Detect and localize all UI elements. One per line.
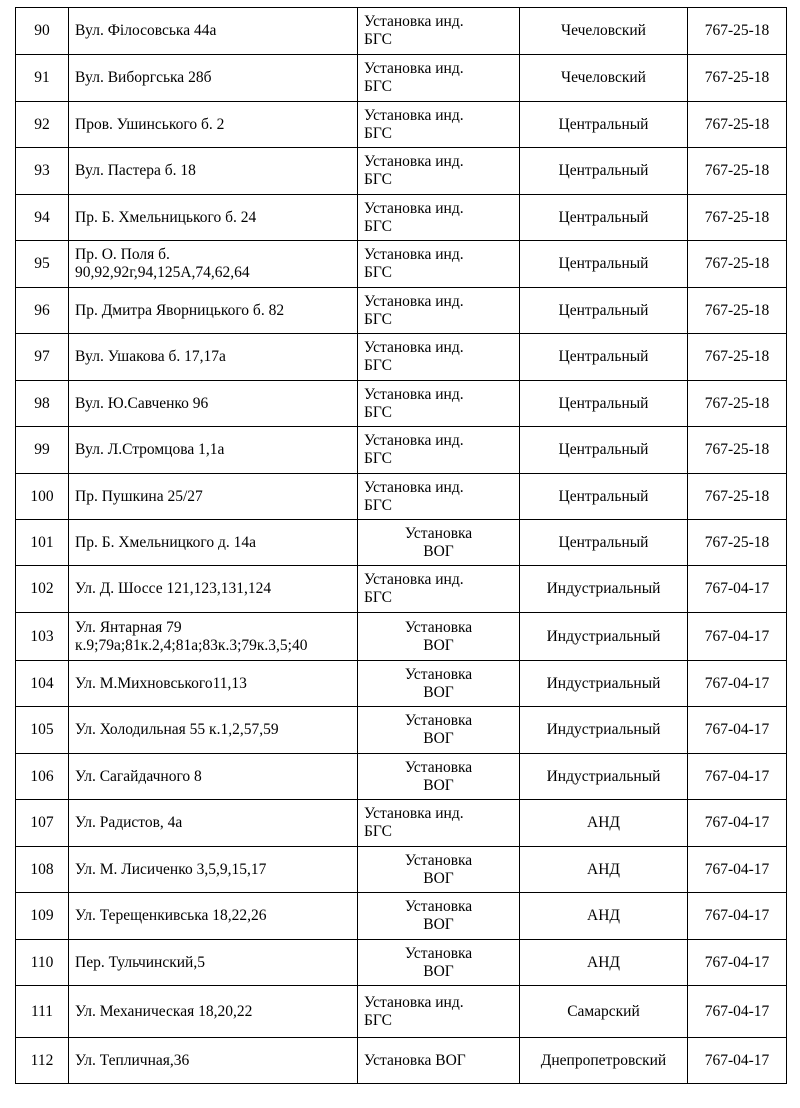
district-cell — [520, 661, 688, 707]
row-number — [16, 986, 69, 1038]
address-cell-text: Вул. Пастера б. 18 — [75, 162, 196, 179]
work-type-cell — [358, 381, 520, 427]
district-cell-text: Центральный — [558, 348, 649, 365]
phone-cell — [688, 334, 787, 381]
phone-cell — [688, 986, 787, 1038]
district-cell — [520, 148, 688, 195]
work-type-cell-text: Установка ВОГ — [404, 524, 473, 560]
row-number — [16, 241, 69, 288]
work-type-cell — [358, 288, 520, 334]
work-type-cell — [358, 847, 520, 893]
row-number-text: 112 — [30, 1051, 54, 1069]
phone-cell — [688, 566, 787, 613]
phone-cell-text: 767-04-17 — [704, 814, 770, 831]
table-row — [16, 55, 787, 102]
district-cell — [520, 800, 688, 847]
table-row — [16, 1038, 787, 1084]
table-row — [16, 102, 787, 148]
phone-cell-text: 767-04-17 — [704, 953, 770, 971]
phone-cell — [688, 381, 787, 427]
address-cell-text: Ул. М. Лисиченко 3,5,9,15,17 — [75, 860, 267, 878]
phone-cell — [688, 1038, 787, 1084]
table-row — [16, 754, 787, 800]
address-cell-text: Пр. Б. Хмельницкого д. 14а — [75, 533, 257, 551]
address-cell-text: Ул. Терещенкивська 18,22,26 — [75, 907, 267, 924]
address-cell-text: Ул. Янтарная 79 к.9;79а;81к.2,4;81а;83к.3;79к.3,5;40 — [75, 618, 308, 654]
district-cell — [520, 754, 688, 800]
phone-cell — [688, 800, 787, 847]
address-cell — [69, 986, 358, 1038]
address-cell-text: Вул. Виборгська 28б — [75, 69, 212, 86]
district-cell-text: Центральный — [558, 533, 649, 551]
address-cell-text: Пр. О. Поля б. 90,92,92г,94,125А,74,62,64 — [75, 246, 250, 281]
table-row — [16, 613, 787, 661]
row-number — [16, 474, 69, 520]
row-number-text: 107 — [30, 814, 54, 831]
address-cell-text: Ул. Д. Шоссе 121,123,131,124 — [75, 580, 272, 597]
phone-cell — [688, 520, 787, 566]
phone-cell — [688, 55, 787, 102]
table-row — [16, 893, 787, 940]
district-cell — [520, 195, 688, 241]
row-number — [16, 940, 69, 986]
table-row — [16, 847, 787, 893]
district-cell — [520, 520, 688, 566]
district-cell-text: Центральный — [558, 441, 649, 458]
address-cell — [69, 8, 358, 55]
address-cell-text: Пров. Ушинського б. 2 — [75, 115, 225, 133]
address-cell — [69, 661, 358, 707]
table-body — [16, 8, 787, 1084]
work-type-cell — [358, 195, 520, 241]
work-type-cell — [358, 707, 520, 754]
address-cell — [69, 102, 358, 148]
phone-cell-text: 767-04-17 — [704, 1051, 770, 1069]
address-cell — [69, 847, 358, 893]
district-cell — [520, 474, 688, 520]
district-cell — [520, 288, 688, 334]
work-type-cell-text: Установка инд. БГС — [364, 478, 464, 514]
address-cell — [69, 148, 358, 195]
work-type-cell-text: Установка инд. БГС — [364, 292, 464, 328]
table-row — [16, 381, 787, 427]
district-cell-text: Центральный — [558, 255, 649, 272]
district-cell — [520, 55, 688, 102]
work-type-cell — [358, 940, 520, 986]
district-cell — [520, 1038, 688, 1084]
work-type-cell-text: Установка инд. БГС — [364, 60, 464, 95]
phone-cell — [688, 754, 787, 800]
phone-cell-text: 767-04-17 — [704, 767, 770, 785]
address-cell — [69, 288, 358, 334]
work-type-cell-text: Установка инд. БГС — [364, 153, 464, 188]
work-type-cell-text: Установка инд. БГС — [364, 385, 464, 421]
row-number-text: 106 — [30, 767, 54, 785]
address-cell — [69, 520, 358, 566]
district-cell-text: АНД — [587, 860, 620, 878]
row-number-text: 94 — [34, 208, 50, 226]
work-type-cell — [358, 241, 520, 288]
table-row — [16, 334, 787, 381]
phone-cell — [688, 940, 787, 986]
work-type-cell — [358, 754, 520, 800]
row-number — [16, 566, 69, 613]
row-number — [16, 288, 69, 334]
row-number-text: 111 — [30, 1002, 54, 1020]
district-cell — [520, 381, 688, 427]
district-cell — [520, 8, 688, 55]
row-number-text: 98 — [34, 394, 50, 412]
row-number-text: 96 — [34, 301, 50, 319]
work-type-cell — [358, 55, 520, 102]
row-number — [16, 1038, 69, 1084]
district-cell-text: Центральный — [558, 301, 649, 319]
work-type-cell-text: Установка инд. БГС — [364, 106, 464, 142]
address-cell-text: Вул. Ю.Савченко 96 — [75, 394, 209, 412]
row-number — [16, 148, 69, 195]
phone-cell — [688, 241, 787, 288]
phone-cell-text: 767-25-18 — [704, 301, 770, 319]
table-row — [16, 8, 787, 55]
address-cell — [69, 754, 358, 800]
address-cell — [69, 893, 358, 940]
table-row — [16, 520, 787, 566]
district-cell — [520, 986, 688, 1038]
district-cell-text: АНД — [587, 814, 620, 831]
phone-cell — [688, 8, 787, 55]
district-cell-text: Центральный — [558, 394, 649, 412]
address-cell — [69, 427, 358, 474]
district-cell-text: Центральный — [558, 487, 649, 505]
phone-cell-text: 767-04-17 — [704, 674, 770, 692]
address-cell — [69, 707, 358, 754]
row-number-text: 93 — [34, 162, 50, 179]
phone-cell — [688, 148, 787, 195]
row-number — [16, 8, 69, 55]
district-cell-text: Индустриальный — [546, 627, 661, 645]
phone-cell-text: 767-04-17 — [704, 860, 770, 878]
row-number — [16, 800, 69, 847]
address-cell-text: Пр. Б. Хмельницького б. 24 — [75, 208, 257, 226]
row-number — [16, 102, 69, 148]
district-cell-text: Самарский — [567, 1002, 640, 1020]
district-cell-text: Днепропетровский — [540, 1051, 667, 1069]
address-cell-text: Ул. Сагайдачного 8 — [75, 767, 202, 785]
district-cell-text: АНД — [587, 953, 620, 971]
work-type-cell-text: Установка инд. БГС — [364, 339, 464, 374]
row-number — [16, 381, 69, 427]
phone-cell-text: 767-25-18 — [704, 115, 770, 133]
address-cell — [69, 241, 358, 288]
district-cell-text: Индустриальный — [546, 721, 661, 738]
row-number-text: 100 — [30, 487, 54, 505]
work-type-cell — [358, 800, 520, 847]
table-row — [16, 800, 787, 847]
work-type-cell — [358, 102, 520, 148]
phone-cell — [688, 661, 787, 707]
phone-cell-text: 767-04-17 — [704, 627, 770, 645]
district-cell — [520, 613, 688, 661]
phone-cell-text: 767-25-18 — [704, 394, 770, 412]
address-cell-text: Пр. Пушкина 25/27 — [75, 487, 203, 505]
work-type-cell — [358, 893, 520, 940]
row-number-text: 92 — [34, 115, 50, 133]
row-number-text: 110 — [30, 953, 54, 971]
work-type-cell — [358, 1038, 520, 1084]
district-cell-text: Индустриальный — [546, 674, 661, 692]
district-cell — [520, 566, 688, 613]
row-number — [16, 661, 69, 707]
address-cell-text: Ул. Механическая 18,20,22 — [75, 1002, 253, 1020]
address-cell-text: Вул. Л.Стромцова 1,1а — [75, 441, 225, 458]
phone-cell-text: 767-04-17 — [704, 907, 770, 924]
work-type-cell-text: Установка инд. БГС — [364, 246, 464, 281]
row-number-text: 101 — [30, 533, 54, 551]
work-type-cell-text: Установка ВОГ — [404, 712, 473, 747]
work-type-cell — [358, 334, 520, 381]
row-number — [16, 55, 69, 102]
district-cell — [520, 334, 688, 381]
row-number-text: 103 — [30, 627, 54, 645]
row-number-text: 90 — [34, 22, 50, 39]
row-number — [16, 613, 69, 661]
work-type-cell-text: Установка ВОГ — [404, 944, 473, 980]
row-number — [16, 754, 69, 800]
work-type-cell-text: Установка инд. БГС — [364, 993, 464, 1029]
table-row — [16, 427, 787, 474]
work-type-cell — [358, 661, 520, 707]
phone-cell — [688, 427, 787, 474]
phone-cell — [688, 893, 787, 940]
address-cell-text: Ул. М.Михновського11,13 — [75, 674, 247, 692]
address-cell-text: Вул. Філосовська 44а — [75, 22, 217, 39]
address-cell — [69, 55, 358, 102]
address-table — [15, 7, 787, 1084]
work-type-cell-text: Установка ВОГ — [404, 665, 473, 701]
phone-cell — [688, 847, 787, 893]
table-row — [16, 148, 787, 195]
district-cell-text: Центральный — [558, 208, 649, 226]
row-number — [16, 427, 69, 474]
address-cell — [69, 613, 358, 661]
row-number-text: 97 — [34, 348, 50, 365]
district-cell-text: Чечеловский — [561, 22, 646, 39]
phone-cell-text: 767-25-18 — [704, 162, 770, 179]
phone-cell-text: 767-25-18 — [704, 533, 770, 551]
table-row — [16, 288, 787, 334]
work-type-cell — [358, 148, 520, 195]
row-number — [16, 707, 69, 754]
row-number — [16, 334, 69, 381]
table-row — [16, 986, 787, 1038]
work-type-cell-text: Установка инд. БГС — [364, 199, 464, 235]
row-number — [16, 847, 69, 893]
phone-cell-text: 767-25-18 — [704, 69, 770, 86]
table-row — [16, 474, 787, 520]
table-row — [16, 195, 787, 241]
work-type-cell-text: Установка ВОГ — [404, 758, 473, 794]
work-type-cell — [358, 613, 520, 661]
row-number-text: 105 — [30, 721, 54, 738]
work-type-cell — [358, 8, 520, 55]
phone-cell-text: 767-25-18 — [704, 255, 770, 272]
district-cell-text: Чечеловский — [561, 69, 646, 86]
phone-cell — [688, 474, 787, 520]
phone-cell-text: 767-25-18 — [704, 441, 770, 458]
district-cell-text: Центральный — [558, 162, 649, 179]
work-type-cell-text: Установка инд. БГС — [364, 805, 464, 840]
address-cell — [69, 1038, 358, 1084]
phone-cell — [688, 102, 787, 148]
row-number-text: 104 — [30, 674, 54, 692]
address-cell-text: Вул. Ушакова б. 17,17а — [75, 348, 226, 365]
district-cell — [520, 102, 688, 148]
district-cell-text: АНД — [587, 907, 620, 924]
address-cell — [69, 800, 358, 847]
table-row — [16, 241, 787, 288]
address-cell-text: Ул. Холодильная 55 к.1,2,57,59 — [75, 721, 279, 738]
address-cell — [69, 940, 358, 986]
address-cell-text: Пр. Дмитра Яворницького б. 82 — [75, 301, 285, 319]
district-cell-text: Индустриальный — [546, 580, 661, 597]
district-cell — [520, 241, 688, 288]
table-row — [16, 566, 787, 613]
district-cell — [520, 893, 688, 940]
table-row — [16, 707, 787, 754]
phone-cell — [688, 195, 787, 241]
row-number-text: 108 — [30, 860, 54, 878]
table-row — [16, 940, 787, 986]
work-type-cell-text: Установка ВОГ — [404, 618, 473, 654]
phone-cell-text: 767-25-18 — [704, 208, 770, 226]
phone-cell — [688, 288, 787, 334]
phone-cell — [688, 707, 787, 754]
work-type-cell-text: Установка инд. БГС — [364, 571, 464, 606]
address-cell — [69, 334, 358, 381]
phone-cell-text: 767-04-17 — [704, 580, 770, 597]
address-cell — [69, 195, 358, 241]
address-cell-text: Ул. Тепличная,36 — [75, 1051, 190, 1069]
phone-cell — [688, 613, 787, 661]
address-cell — [69, 474, 358, 520]
row-number-text: 102 — [30, 580, 54, 597]
district-cell-text: Центральный — [558, 115, 649, 133]
address-cell — [69, 381, 358, 427]
work-type-cell — [358, 566, 520, 613]
district-cell — [520, 940, 688, 986]
phone-cell-text: 767-25-18 — [704, 487, 770, 505]
row-number — [16, 520, 69, 566]
address-cell — [69, 566, 358, 613]
table-row — [16, 661, 787, 707]
work-type-cell-text: Установка ВОГ — [364, 1051, 466, 1069]
row-number-text: 95 — [34, 255, 50, 272]
row-number — [16, 893, 69, 940]
district-cell — [520, 847, 688, 893]
work-type-cell-text: Установка ВОГ — [404, 898, 473, 933]
work-type-cell — [358, 986, 520, 1038]
row-number-text: 99 — [34, 441, 50, 458]
phone-cell-text: 767-25-18 — [704, 348, 770, 365]
work-type-cell — [358, 474, 520, 520]
row-number — [16, 195, 69, 241]
work-type-cell — [358, 427, 520, 474]
phone-cell-text: 767-25-18 — [704, 22, 770, 39]
work-type-cell-text: Установка инд. БГС — [364, 432, 464, 467]
district-cell-text: Индустриальный — [546, 767, 661, 785]
address-cell-text: Ул. Радистов, 4а — [75, 814, 183, 831]
district-cell — [520, 427, 688, 474]
phone-cell-text: 767-04-17 — [704, 721, 770, 738]
district-cell — [520, 707, 688, 754]
row-number-text: 109 — [30, 907, 54, 924]
phone-cell-text: 767-04-17 — [704, 1002, 770, 1020]
address-cell-text: Пер. Тульчинский,5 — [75, 953, 205, 971]
work-type-cell-text: Установка инд. БГС — [364, 13, 464, 48]
work-type-cell-text: Установка ВОГ — [404, 851, 473, 887]
row-number-text: 91 — [34, 69, 50, 86]
work-type-cell — [358, 520, 520, 566]
